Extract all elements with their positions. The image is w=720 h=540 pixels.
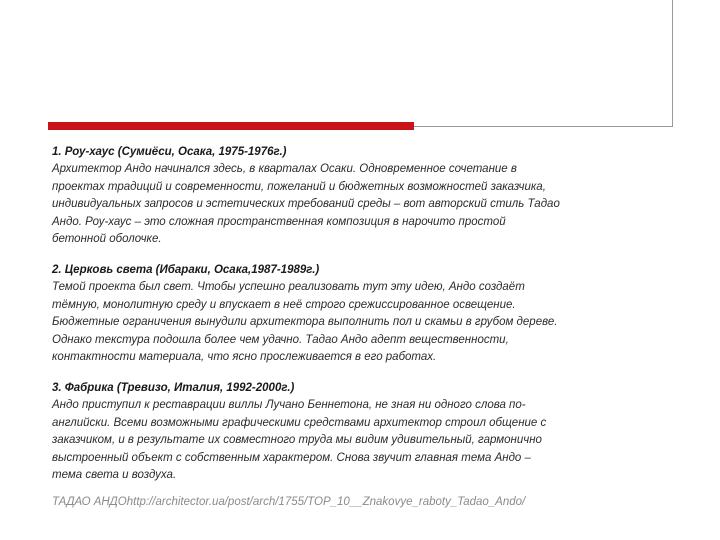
section-text-line: проектах традиций и современности, пожеланий и бюджетных возможностей заказчика, <box>52 180 546 193</box>
title-accent-bar <box>48 122 414 130</box>
section-text-line: Бюджетные ограничения вынудили архитектора выполнить пол и скамьи в грубом дереве. <box>52 316 558 329</box>
section-text-line: Архитектор Андо начинался здесь, в кварталах Осаки. Одновременное сочетание в <box>52 163 517 175</box>
section-text-line: тема света и воздуха. <box>52 469 177 482</box>
section-text-line: Темой проекта был свет. Чтобы успешно реализовать тут эту идею, Андо создаёт <box>52 280 525 293</box>
section-text-line: тёмную, монолитную среду и впускает в неё строго срежиссированное освещение. <box>52 298 516 311</box>
section-text-line: контактности материала, что ясно прослеживается в его работах. <box>52 351 437 364</box>
section-text-line: выстроенный объект с собственным характером. Снова звучит главная тема Андо – <box>52 451 531 464</box>
content-area <box>52 144 678 498</box>
title-divider-line <box>414 126 672 127</box>
section-row-house <box>52 144 678 249</box>
section-church-of-light <box>52 262 678 367</box>
section-text-line: заказчиком, и в результате их совместного труда мы видим удивительный, гармонично <box>52 434 542 447</box>
vertical-divider-line <box>672 0 673 127</box>
section-text-line: Однако текстура подошла более чем удачно. Тадао Андо адепт вещественности, <box>52 333 509 346</box>
source-footer: ТАДАО АНДОhttp://architector.ua/post/arch/1755/TOP_10__Znakovye_raboty_Tadao_Ando/ <box>52 496 526 508</box>
section-heading: 3. Фабрика (Тревизо, Италия, 1992-2000г.) <box>52 381 295 394</box>
section-factory <box>52 380 678 485</box>
section-text-line: Андо. Роу-хаус – это сложная пространственная композиция в нарочито простой <box>52 215 506 228</box>
section-text-line: индивидуальных запросов и эстетических требований среды – вот авторский стиль Тадао <box>52 198 560 211</box>
section-heading: 1. Роу-хаус (Сумиёси, Осака, 1975-1976г.) <box>52 146 287 158</box>
section-text-line: английски. Всеми возможными графическими средствами архитектор строил общение с <box>52 416 547 429</box>
section-text-line: Андо приступил к реставрации виллы Лучано Беннетона, не зная ни одного слова по- <box>52 398 526 411</box>
section-text-line: бетонной оболочке. <box>52 233 162 246</box>
section-heading: 2. Церковь света (Ибараки, Осака,1987-1989г.) <box>52 263 320 276</box>
